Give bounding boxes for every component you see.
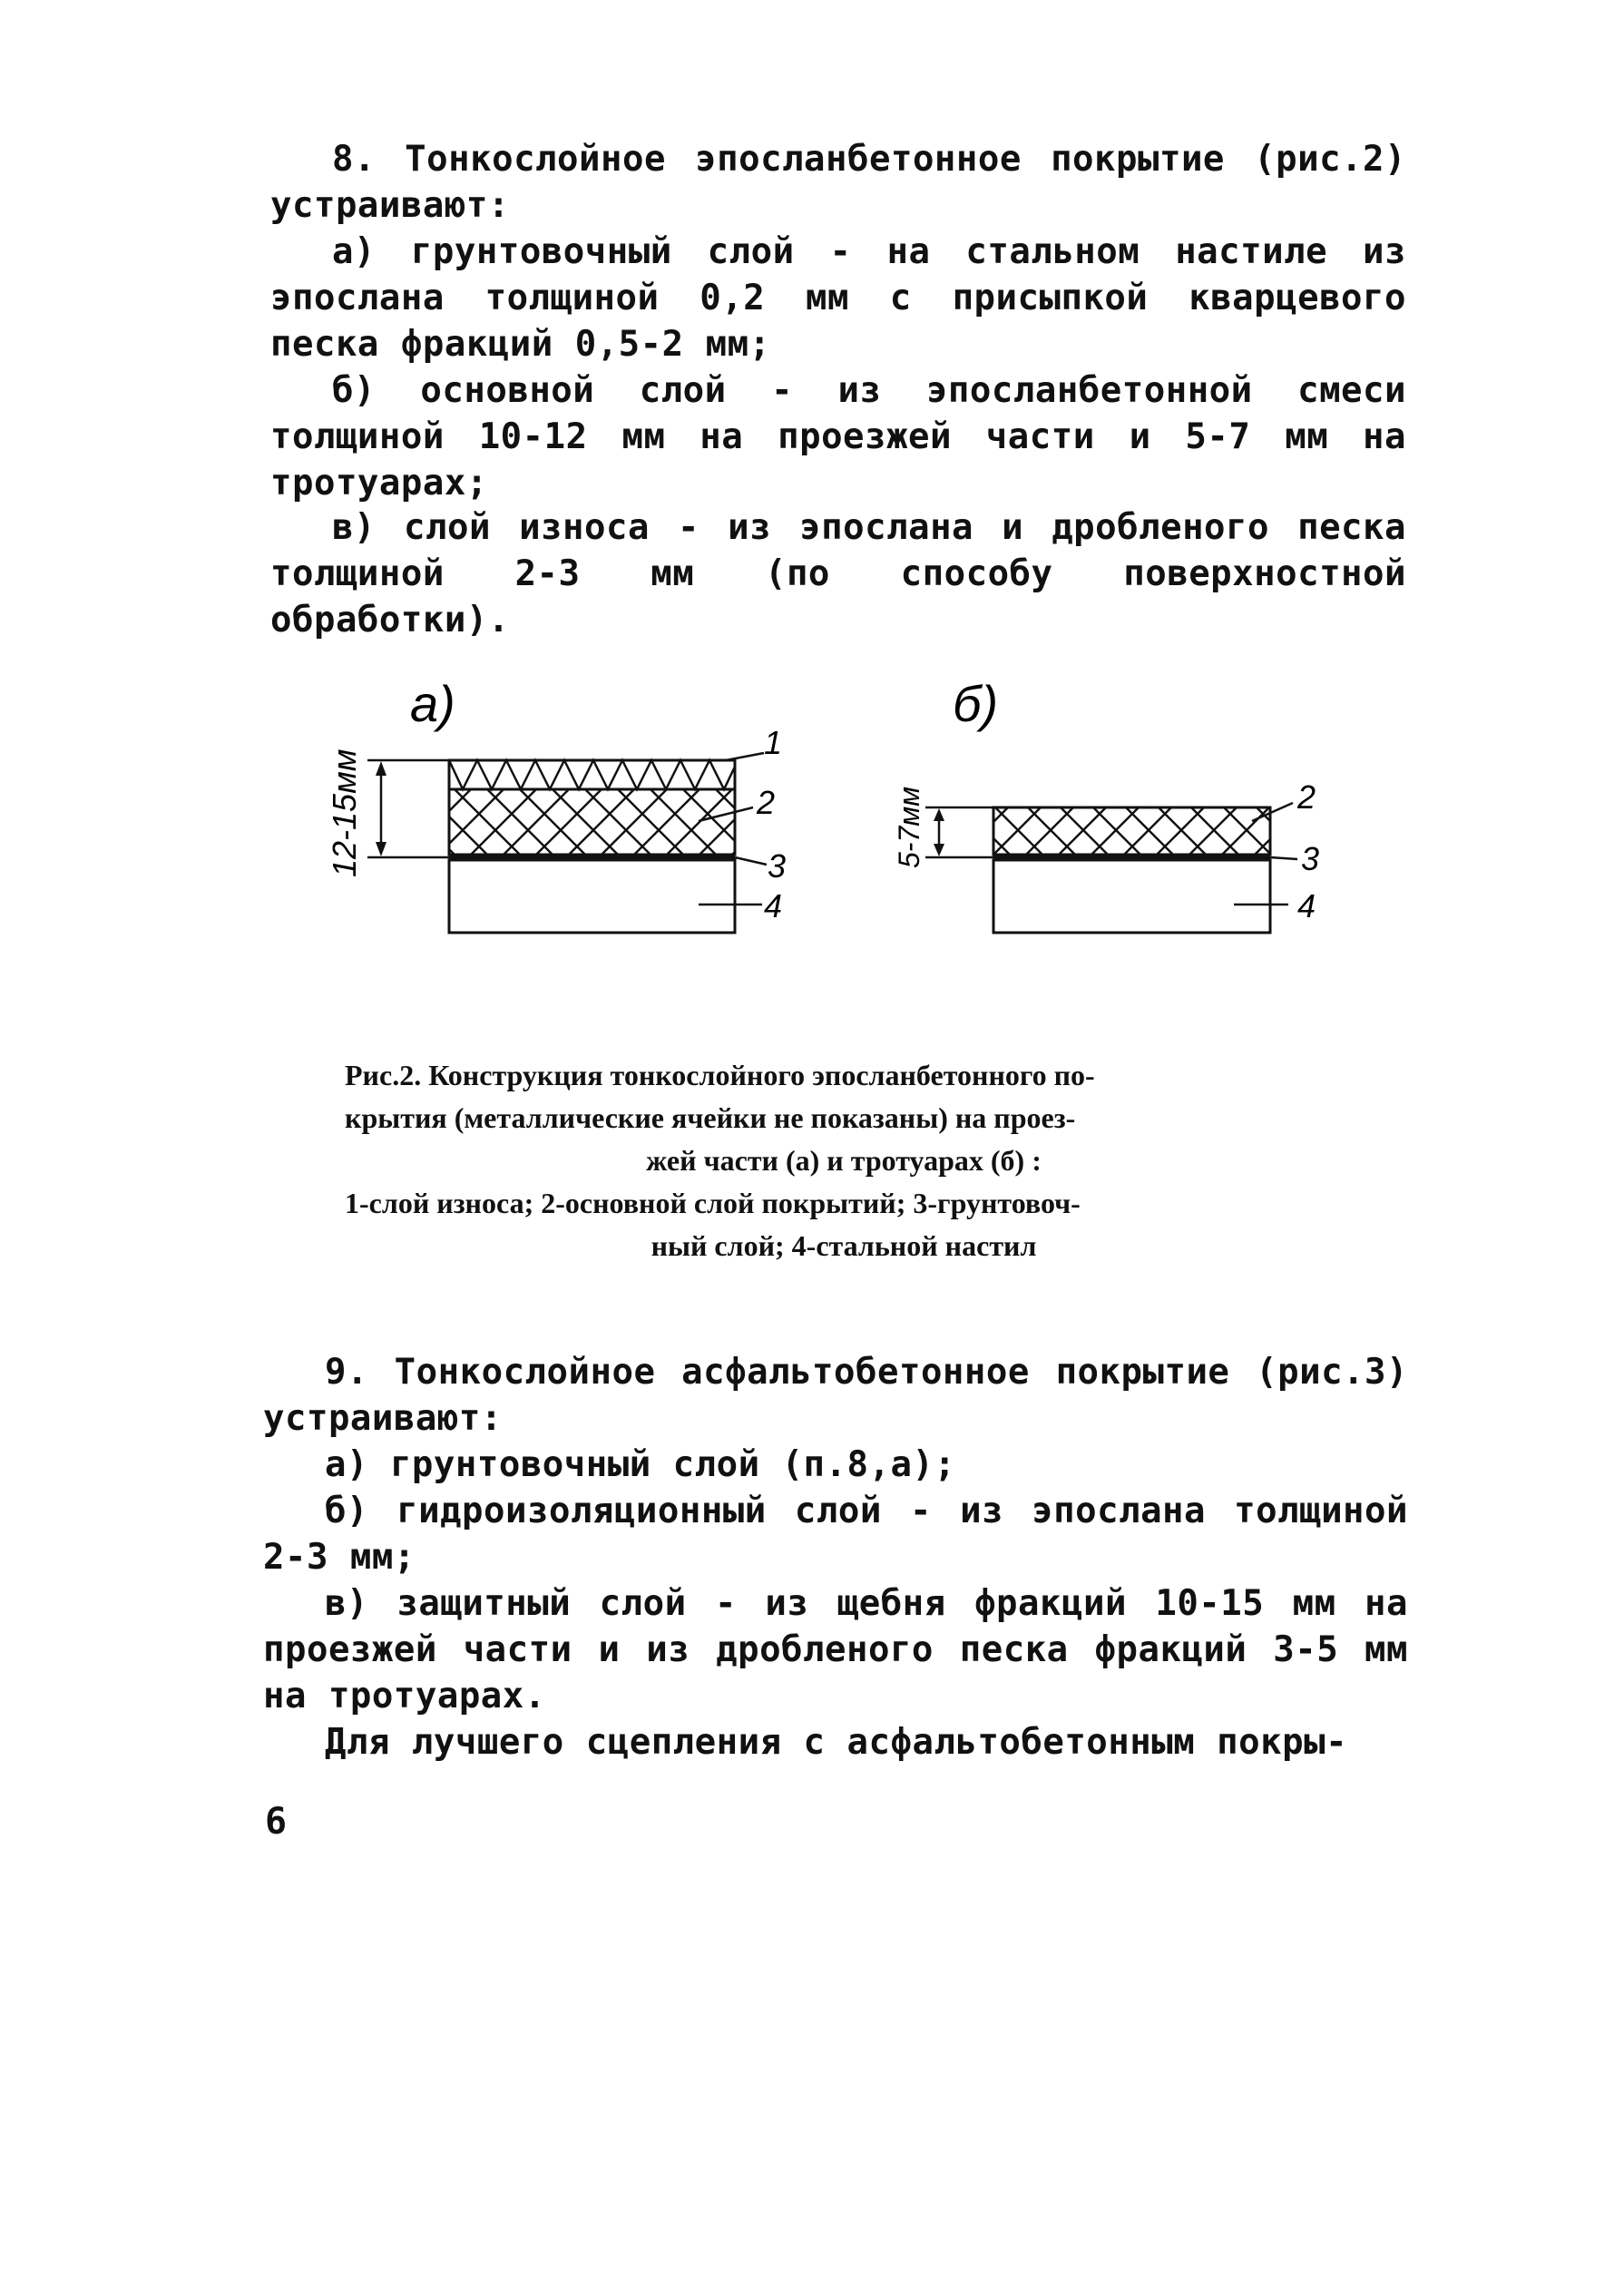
panel-a-callout-1: 1 <box>764 724 783 761</box>
section-9-continuation: Для лучшего сцепления с асфальтобетонным покры- <box>325 1722 1348 1763</box>
panel-a-callout-3: 3 <box>768 847 787 885</box>
caption-line-5: ный слой; 4-стальной настил <box>651 1229 1037 1262</box>
caption-line-3: жей части (а) и тротуарах (б) : <box>646 1144 1042 1177</box>
section-9-item-c: в) защитный слой - из щебня фракций 10-15 мм на проезжей части и из дробленого песка фракций 3-5 мм на тротуарах. <box>263 1583 1408 1716</box>
panel-a-callout-2: 2 <box>757 784 776 821</box>
caption-line-4: 1-слой износа; 2-основной слой покрытий; 3-грунтовоч- <box>345 1187 1081 1219</box>
section-9-item-a: а) грунтовочный слой (п.8,а); <box>325 1444 956 1485</box>
panel-a-dim-arrow-down <box>376 842 386 856</box>
panel-b-callout-2: 2 <box>1297 778 1316 816</box>
section-8-heading: 8. Тонкослойное эпосланбетонное покрытие (рис.2) устраивают: <box>270 139 1406 226</box>
panel-b-dimension: 5-7мм <box>893 786 925 868</box>
panel-a-leader-3 <box>735 857 767 865</box>
panel-b-label: б) <box>953 675 999 732</box>
section-9-item-b: б) гидроизоляционный слой - из эпослана толщиной 2-3 мм; <box>263 1491 1408 1578</box>
panel-a-label: а) <box>410 675 455 732</box>
panel-a-callout-4: 4 <box>764 887 783 924</box>
panel-b-dim-arrow-up <box>934 808 944 821</box>
section-8-item-c: в) слой износа - из эпослана и дробленого песка толщиной 2-3 мм (по способу поверхностной обработки). <box>270 507 1406 641</box>
section-9-heading: 9. Тонкослойное асфальтобетонное покрытие (рис.3) устраивают: <box>263 1352 1408 1439</box>
panel-a-layer-4-steel-deck <box>449 860 735 933</box>
section-8-item-a: а) грунтовочный слой - на стальном настиле из эпослана толщиной 0,2 мм с присыпкой кварцевого песка фракций 0,5-2 мм; <box>270 231 1406 365</box>
panel-a-dimension: 12-15мм <box>326 748 363 877</box>
panel-b-leader-3 <box>1270 857 1297 859</box>
panel-a-dim-arrow-up <box>376 761 386 776</box>
figure-2-caption <box>345 1054 1343 1267</box>
caption-line-2: крытия (металлические ячейки не показаны) на проез- <box>345 1101 1076 1134</box>
page-number: 6 <box>265 1801 288 1843</box>
panel-b-callout-3: 3 <box>1301 840 1320 877</box>
section-8-item-b: б) основной слой - из эпосланбетонной смеси толщиной 10-12 мм на проезжей части и 5-7 мм на тротуарах; <box>270 370 1406 504</box>
panel-a-layer-2-base <box>449 789 735 855</box>
panel-b-layer-4-steel-deck <box>993 860 1270 933</box>
caption-line-1: Рис.2. Конструкция тонкослойного эпосланбетонного по- <box>345 1059 1095 1091</box>
panel-a-leader-1 <box>726 753 764 760</box>
figure-2-diagram <box>299 667 1388 975</box>
panel-b-dim-arrow-down <box>934 844 944 856</box>
panel-b-layer-2-base <box>993 807 1270 855</box>
panel-b-callout-4: 4 <box>1297 887 1316 924</box>
